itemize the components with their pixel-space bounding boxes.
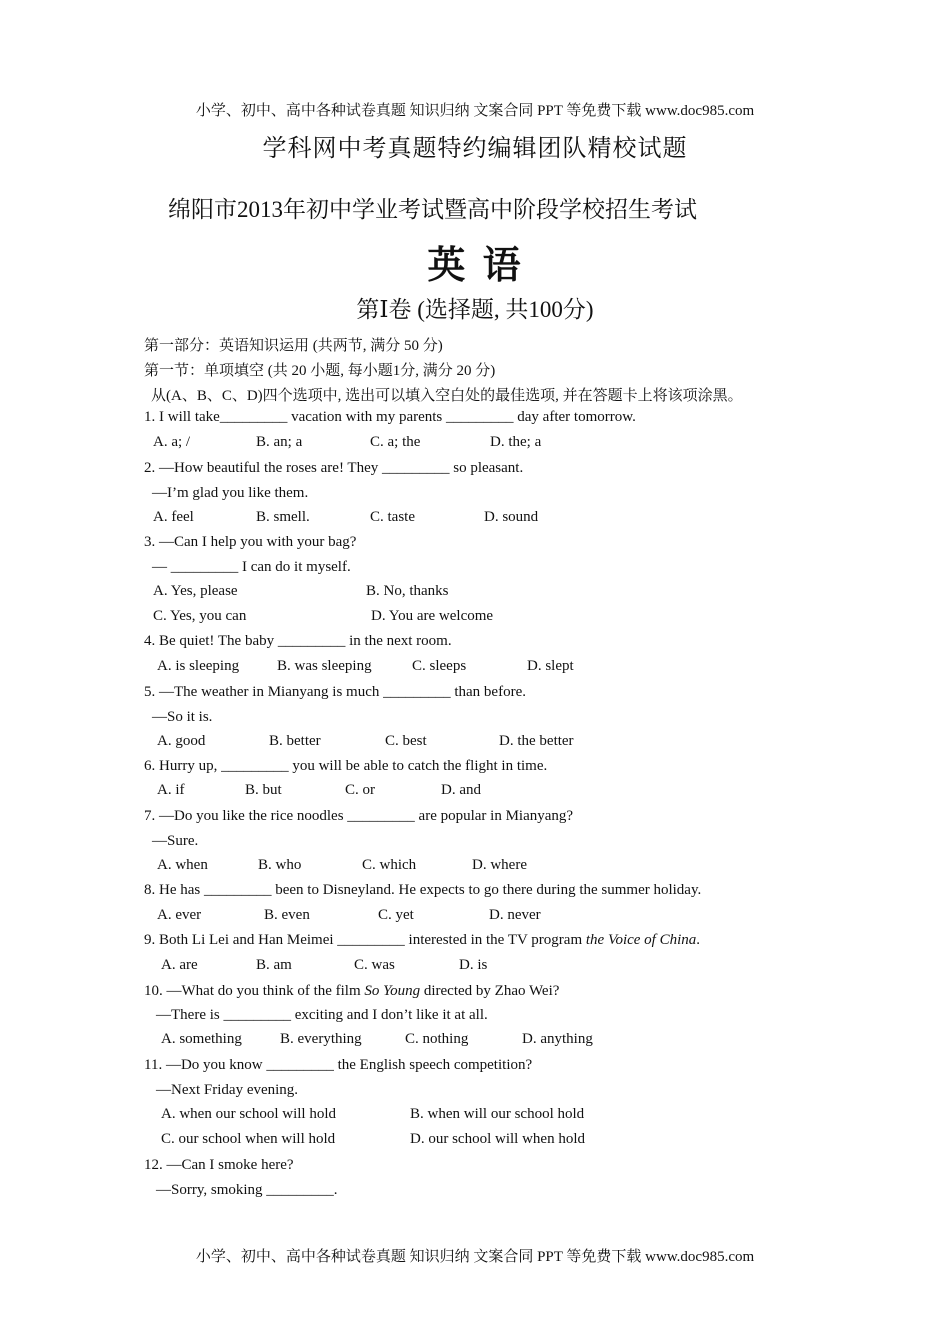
question-1: 1. I will take_________ vacation with my parents _________ day after tomorrow.: [144, 409, 636, 425]
option: B. better: [269, 733, 321, 749]
question-3: 3. —Can I help you with your bag?: [144, 534, 357, 550]
option: B. who: [258, 857, 302, 873]
question-9: [144, 932, 700, 949]
option: C. taste: [370, 509, 415, 525]
question-5-reply: —So it is.: [152, 709, 213, 725]
question-9-end: .: [696, 932, 701, 948]
option: B. even: [264, 907, 310, 923]
part-heading: 第一部分：英语知识运用 (共两节, 满分 50 分): [144, 338, 443, 354]
option: D. slept: [527, 658, 574, 674]
question-9-stem: 9. Both Li Lei and Han Meimei _________ interested in the TV program: [144, 932, 586, 948]
option: D. never: [489, 907, 541, 923]
question-11: 11. —Do you know _________ the English speech competition?: [144, 1057, 533, 1073]
question-10-stem: 10. —What do you think of the film: [144, 983, 365, 999]
option: A. a; /: [153, 434, 191, 450]
question-8: 8. He has _________ been to Disneyland. He expects to go there during the summer holiday.: [144, 882, 702, 898]
footer-banner: 小学、初中、高中各种试卷真题 知识归纳 文案合同 PPT 等免费下载 www.doc985.com: [195, 1249, 755, 1265]
question-2-reply: —I’m glad you like them.: [152, 485, 309, 501]
option: D. and: [441, 782, 481, 798]
question-6: 6. Hurry up, _________ you will be able to catch the flight in time.: [144, 758, 548, 774]
option: B. No, thanks: [366, 583, 449, 599]
option: A. Yes, please: [153, 583, 238, 599]
question-7-reply: —Sure.: [152, 833, 199, 849]
exam-title: 绵阳市2013年初中学业考试暨高中阶段学校招生考试: [168, 197, 697, 222]
option: A. something: [161, 1031, 242, 1047]
header-banner: 小学、初中、高中各种试卷真题 知识归纳 文案合同 PPT 等免费下载 www.doc985.com: [195, 103, 755, 119]
option: B. an; a: [256, 434, 303, 450]
question-10: [144, 983, 559, 1000]
instruction-text: 从(A、B、C、D)四个选项中, 选出可以填入空白处的最佳选项, 并在答题卡上将该项涂黑。: [151, 388, 743, 404]
option: C. was: [354, 957, 395, 973]
option: B. am: [256, 957, 292, 973]
option: D. our school will when hold: [410, 1131, 585, 1147]
option: A. are: [161, 957, 198, 973]
option: D. where: [472, 857, 527, 873]
option: A. good: [157, 733, 206, 749]
option: D. is: [459, 957, 488, 973]
film-title: So Young: [364, 983, 421, 999]
option: D. the better: [499, 733, 574, 749]
question-10-end: directed by Zhao Wei?: [420, 983, 560, 999]
option: C. a; the: [370, 434, 421, 450]
option: C. sleeps: [412, 658, 467, 674]
option: C. or: [345, 782, 375, 798]
option: D. anything: [522, 1031, 593, 1047]
question-7: 7. —Do you like the rice noodles _________ are popular in Mianyang?: [144, 808, 574, 824]
option: A. when: [157, 857, 208, 873]
option: C. nothing: [405, 1031, 469, 1047]
question-3-reply: — _________ I can do it myself.: [152, 559, 351, 575]
option: C. yet: [378, 907, 414, 923]
program-title: the Voice of China: [585, 932, 697, 948]
question-5: 5. —The weather in Mianyang is much _________ than before.: [144, 684, 526, 700]
question-11-reply: —Next Friday evening.: [156, 1082, 299, 1098]
option: D. the; a: [490, 434, 542, 450]
option: A. if: [157, 782, 185, 798]
question-10-reply: —There is _________ exciting and I don’t like it at all.: [156, 1007, 488, 1023]
special-edition-title: 学科网中考真题特约编辑团队精校试题: [262, 134, 688, 162]
question-4: 4. Be quiet! The baby _________ in the next room.: [144, 633, 452, 649]
option: B. was sleeping: [277, 658, 372, 674]
question-12: 12. —Can I smoke here?: [144, 1157, 294, 1173]
subject-title: 英 语: [427, 242, 523, 287]
option: A. when our school will hold: [161, 1106, 336, 1122]
question-12-reply: —Sorry, smoking _________.: [156, 1182, 338, 1198]
option: C. our school when will hold: [161, 1131, 336, 1147]
option: A. feel: [153, 509, 194, 525]
option: D. sound: [484, 509, 539, 525]
option: D. You are welcome: [371, 608, 494, 624]
option: C. Yes, you can: [153, 608, 247, 624]
section-heading: 第一节：单项填空 (共 20 小题, 每小题1分, 满分 20 分): [144, 363, 496, 379]
option: C. best: [385, 733, 427, 749]
option: A. ever: [157, 907, 202, 923]
volume-heading: 第Ⅰ卷 (选择题, 共100分): [356, 297, 594, 322]
option: B. smell.: [256, 509, 310, 525]
option: B. everything: [280, 1031, 362, 1047]
option: B. when will our school hold: [410, 1106, 585, 1122]
option: A. is sleeping: [157, 658, 240, 674]
question-2: 2. —How beautiful the roses are! They _________ so pleasant.: [144, 460, 524, 476]
option: C. which: [362, 857, 417, 873]
option: B. but: [245, 782, 282, 798]
